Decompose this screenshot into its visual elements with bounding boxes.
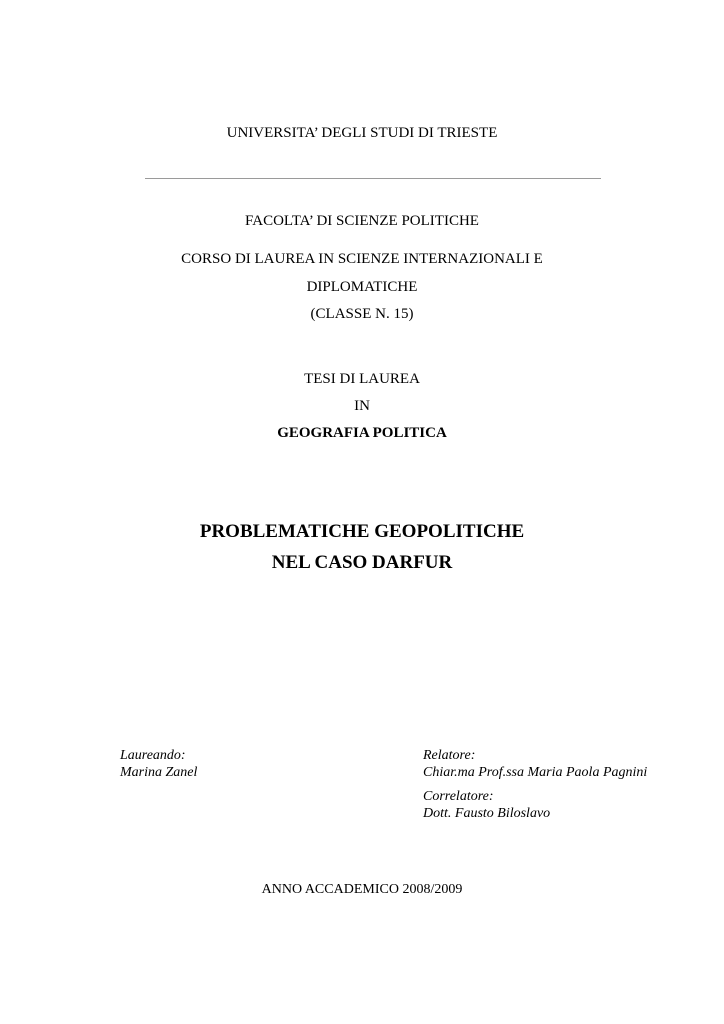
thesis-type: TESI DI LAUREA xyxy=(304,371,420,387)
thesis-title-line-1: PROBLEMATICHE GEOPOLITICHE xyxy=(199,521,525,542)
faculty-name: FACOLTA’ DI SCIENZE POLITICHE xyxy=(245,213,479,229)
academic-year: ANNO ACCADEMICO 2008/2009 xyxy=(261,882,463,897)
university-name: UNIVERSITA’ DEGLI STUDI DI TRIESTE xyxy=(226,125,498,141)
course-line-2: DIPLOMATICHE xyxy=(306,279,418,295)
thesis-title-line-2: NEL CASO DARFUR xyxy=(271,552,453,573)
supervisor-label: Relatore: xyxy=(423,748,476,763)
thesis-subject: GEOGRAFIA POLITICA xyxy=(277,425,447,441)
supervisor-block xyxy=(423,747,647,781)
separator-rule xyxy=(145,178,601,179)
course-class: (CLASSE N. 15) xyxy=(310,306,414,322)
co-supervisor-name: Dott. Fausto Biloslavo xyxy=(423,806,551,821)
candidate-name: Marina Zanel xyxy=(120,765,198,780)
course-line-1: CORSO DI LAUREA IN SCIENZE INTERNAZIONALI E xyxy=(181,251,543,267)
supervisor-name: Chiar.ma Prof.ssa Maria Paola Pagnini xyxy=(423,765,648,780)
candidate-label: Laureando: xyxy=(120,748,186,763)
thesis-connector: IN xyxy=(354,398,370,414)
co-supervisor-label: Correlatore: xyxy=(423,789,494,804)
candidate-block xyxy=(120,747,197,781)
co-supervisor-block xyxy=(423,788,550,822)
